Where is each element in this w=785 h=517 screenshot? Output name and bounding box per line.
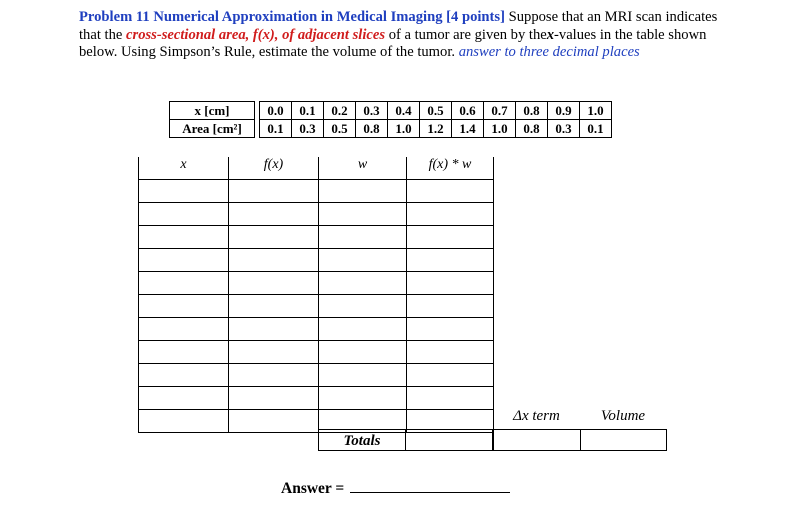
cell-w[interactable] bbox=[319, 341, 407, 364]
volume-label: Volume bbox=[600, 408, 646, 424]
answer-area bbox=[281, 478, 510, 498]
x-value: 0.4 bbox=[388, 102, 420, 120]
problem-x-var: x bbox=[546, 26, 555, 43]
cell-w[interactable] bbox=[319, 364, 407, 387]
area-value: 0.1 bbox=[260, 120, 292, 138]
x-value: 0.7 bbox=[484, 102, 516, 120]
area-value: 1.4 bbox=[452, 120, 484, 138]
answer-blank[interactable] bbox=[350, 478, 510, 493]
worksheet-row bbox=[139, 318, 494, 341]
cell-x[interactable] bbox=[139, 249, 229, 272]
cell-fx[interactable] bbox=[229, 295, 319, 318]
cell-x[interactable] bbox=[139, 410, 229, 433]
problem-heading: Problem 11 Numerical Approximation in Medical Imaging bbox=[79, 9, 443, 25]
worksheet-row bbox=[139, 180, 494, 203]
cell-fx[interactable] bbox=[229, 226, 319, 249]
cell-w[interactable] bbox=[319, 226, 407, 249]
cell-fxw[interactable] bbox=[407, 272, 494, 295]
cell-x[interactable] bbox=[139, 364, 229, 387]
cell-w[interactable] bbox=[319, 180, 407, 203]
cell-w[interactable] bbox=[319, 387, 407, 410]
col-header-fxw: f(x) * w bbox=[407, 157, 494, 180]
problem-points: [4 points] bbox=[446, 9, 505, 25]
col-header-w: w bbox=[319, 157, 407, 180]
problem-intro: Suppose that an MRI scan indicates that the bbox=[79, 9, 718, 43]
cell-fx[interactable] bbox=[229, 341, 319, 364]
cell-fx[interactable] bbox=[229, 318, 319, 341]
worksheet-row bbox=[139, 387, 494, 410]
area-value: 0.8 bbox=[516, 120, 548, 138]
totals-label: Totals bbox=[318, 429, 406, 451]
worksheet-row bbox=[139, 295, 494, 318]
worksheet-row bbox=[139, 226, 494, 249]
cell-x[interactable] bbox=[139, 180, 229, 203]
cell-fx[interactable] bbox=[229, 180, 319, 203]
area-value: 0.5 bbox=[324, 120, 356, 138]
cell-w[interactable] bbox=[319, 203, 407, 226]
worksheet-row bbox=[139, 249, 494, 272]
area-value: 0.3 bbox=[292, 120, 324, 138]
worksheet-table bbox=[138, 157, 494, 433]
data-table bbox=[169, 101, 612, 138]
cell-w[interactable] bbox=[319, 272, 407, 295]
area-value: 1.2 bbox=[420, 120, 452, 138]
problem-mid: of a tumor are given by the bbox=[388, 26, 547, 43]
worksheet-row bbox=[139, 203, 494, 226]
cell-x[interactable] bbox=[139, 226, 229, 249]
x-value: 0.1 bbox=[292, 102, 324, 120]
x-row-label: x [cm] bbox=[170, 102, 255, 120]
cell-w[interactable] bbox=[319, 318, 407, 341]
dx-term-label: Δx term bbox=[513, 408, 560, 424]
cell-fxw[interactable] bbox=[407, 249, 494, 272]
x-value: 0.6 bbox=[452, 102, 484, 120]
cell-fx[interactable] bbox=[229, 203, 319, 226]
cell-x[interactable] bbox=[139, 203, 229, 226]
totals-cell[interactable] bbox=[405, 429, 493, 451]
area-value: 1.0 bbox=[388, 120, 420, 138]
cell-fxw[interactable] bbox=[407, 318, 494, 341]
cell-w[interactable] bbox=[319, 249, 407, 272]
x-row bbox=[170, 102, 612, 120]
worksheet-header bbox=[139, 157, 494, 180]
cell-x[interactable] bbox=[139, 272, 229, 295]
area-value: 0.8 bbox=[356, 120, 388, 138]
dx-term-cell[interactable] bbox=[493, 429, 581, 451]
x-value: 1.0 bbox=[580, 102, 612, 120]
cell-fxw[interactable] bbox=[407, 203, 494, 226]
volume-cell[interactable] bbox=[580, 429, 667, 451]
cell-fxw[interactable] bbox=[407, 180, 494, 203]
problem-rest: -values in the table shown below. Using Simpson’s Rule, estimate the volume of the tumor. bbox=[79, 26, 707, 60]
x-value: 0.0 bbox=[260, 102, 292, 120]
area-row-label: Area [cm²] bbox=[170, 120, 255, 138]
area-row bbox=[170, 120, 612, 138]
cell-w[interactable] bbox=[319, 295, 407, 318]
cell-fx[interactable] bbox=[229, 272, 319, 295]
cell-fx[interactable] bbox=[229, 364, 319, 387]
cell-fx[interactable] bbox=[229, 387, 319, 410]
cell-fxw[interactable] bbox=[407, 364, 494, 387]
cell-x[interactable] bbox=[139, 341, 229, 364]
cell-x[interactable] bbox=[139, 295, 229, 318]
problem-statement bbox=[79, 9, 739, 62]
cell-x[interactable] bbox=[139, 387, 229, 410]
cell-fxw[interactable] bbox=[407, 387, 494, 410]
x-value: 0.3 bbox=[356, 102, 388, 120]
problem-highlight: cross-sectional area, f(x), of adjacent slices bbox=[126, 26, 386, 43]
area-value: 1.0 bbox=[484, 120, 516, 138]
worksheet-row bbox=[139, 272, 494, 295]
area-value: 0.1 bbox=[580, 120, 612, 138]
x-value: 0.5 bbox=[420, 102, 452, 120]
cell-fxw[interactable] bbox=[407, 341, 494, 364]
cell-x[interactable] bbox=[139, 318, 229, 341]
x-value: 0.9 bbox=[548, 102, 580, 120]
col-header-x: x bbox=[139, 157, 229, 180]
cell-fx[interactable] bbox=[229, 410, 319, 433]
answer-label: Answer = bbox=[281, 480, 345, 497]
area-value: 0.3 bbox=[548, 120, 580, 138]
problem-instruction: answer to three decimal places bbox=[458, 44, 640, 60]
col-header-fx: f(x) bbox=[229, 157, 319, 180]
cell-fxw[interactable] bbox=[407, 295, 494, 318]
x-value: 0.8 bbox=[516, 102, 548, 120]
cell-fx[interactable] bbox=[229, 249, 319, 272]
worksheet-row bbox=[139, 341, 494, 364]
worksheet-row bbox=[139, 364, 494, 387]
cell-fxw[interactable] bbox=[407, 226, 494, 249]
x-value: 0.2 bbox=[324, 102, 356, 120]
